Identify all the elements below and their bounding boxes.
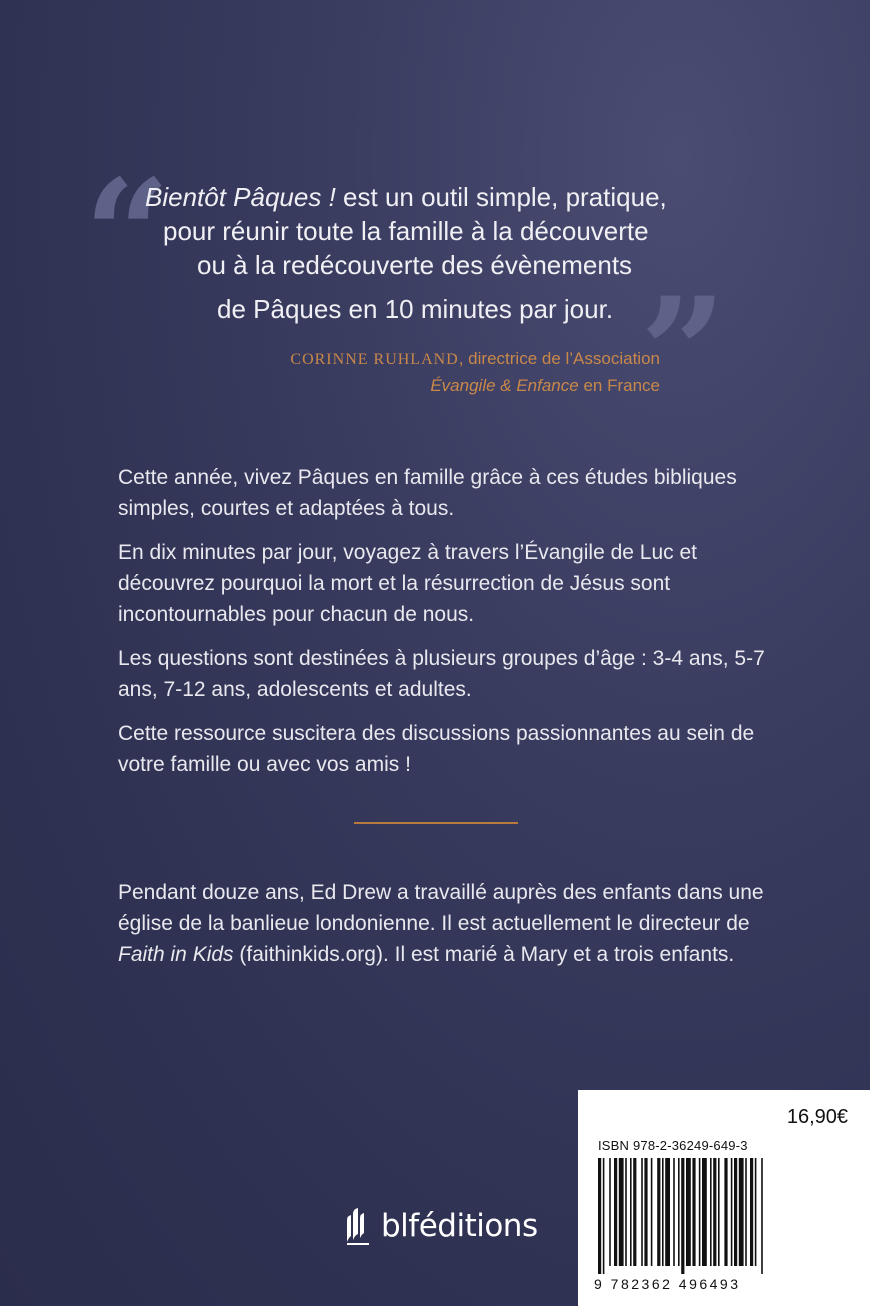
open-quote-icon: “	[84, 147, 171, 323]
book-pages-icon	[343, 1206, 373, 1246]
description-paragraph-2	[118, 537, 768, 630]
bio-part-1: Pendant douze ans, Ed Drew a travaillé auprès des enfants dans une église de la banlieue londonienne. Il est actuellement le directeur de	[118, 881, 764, 935]
quote-line-2: pour réunir toute la famille à la découverte	[163, 216, 649, 246]
barcode-panel	[578, 1090, 870, 1306]
attribution-org-rest: en France	[578, 376, 660, 395]
description-text-1: Cette année, vivez Pâques en famille grâce à ces études bibliques simples, courtes et adaptées à tous.	[118, 466, 737, 520]
description-paragraph-1	[118, 462, 768, 524]
barcode-digits: 9 782362 496493	[594, 1276, 741, 1292]
close-quote-icon: ”	[640, 265, 727, 441]
description-paragraph-4	[118, 718, 768, 780]
price-label: 16,90€	[786, 1106, 848, 1128]
quote-line-1-rest: est un outil simple, pratique,	[335, 182, 667, 212]
quote-book-title: Bientôt Pâques !	[145, 182, 336, 212]
publisher-name: blféditions	[381, 1208, 538, 1244]
publisher-logo	[343, 1206, 538, 1246]
description-text-3: Les questions sont destinées à plusieurs groupes d’âge : 3-4 ans, 5-7 ans, 7-12 ans, adolescents et adultes.	[118, 647, 765, 701]
attribution-org: Évangile & Enfance	[430, 376, 579, 395]
quote-line-4: de Pâques en 10 minutes par jour.	[217, 294, 614, 324]
isbn-label: ISBN 978-2-36249-649-3	[598, 1138, 748, 1153]
quote-line-1	[145, 180, 667, 214]
bio-part-2: (faithinkids.org). Il est marié à Mary et a trois enfants.	[233, 943, 735, 966]
section-divider	[354, 822, 518, 824]
barcode-icon	[596, 1158, 852, 1274]
description-text-4: Cette ressource suscitera des discussions passionnantes au sein de votre famille ou avec vos amis !	[118, 722, 755, 776]
quote-attribution	[290, 346, 660, 399]
attribution-name: CORINNE RUHLAND	[290, 351, 459, 368]
description-paragraph-3	[118, 643, 768, 705]
attribution-role: , directrice de l’Association	[458, 349, 660, 368]
attribution-line-2	[290, 373, 660, 399]
quote-line-3: ou à la redécouverte des évènements	[197, 250, 633, 280]
author-bio	[118, 877, 768, 970]
author-bio-text	[118, 877, 768, 970]
attribution-line-1	[290, 346, 660, 373]
description-text-2: En dix minutes par jour, voyagez à travers l’Évangile de Luc et découvrez pourquoi la mort et la résurrection de Jésus sont incontournables pour chacun de nous.	[118, 541, 697, 626]
bio-organization: Faith in Kids	[118, 943, 234, 966]
